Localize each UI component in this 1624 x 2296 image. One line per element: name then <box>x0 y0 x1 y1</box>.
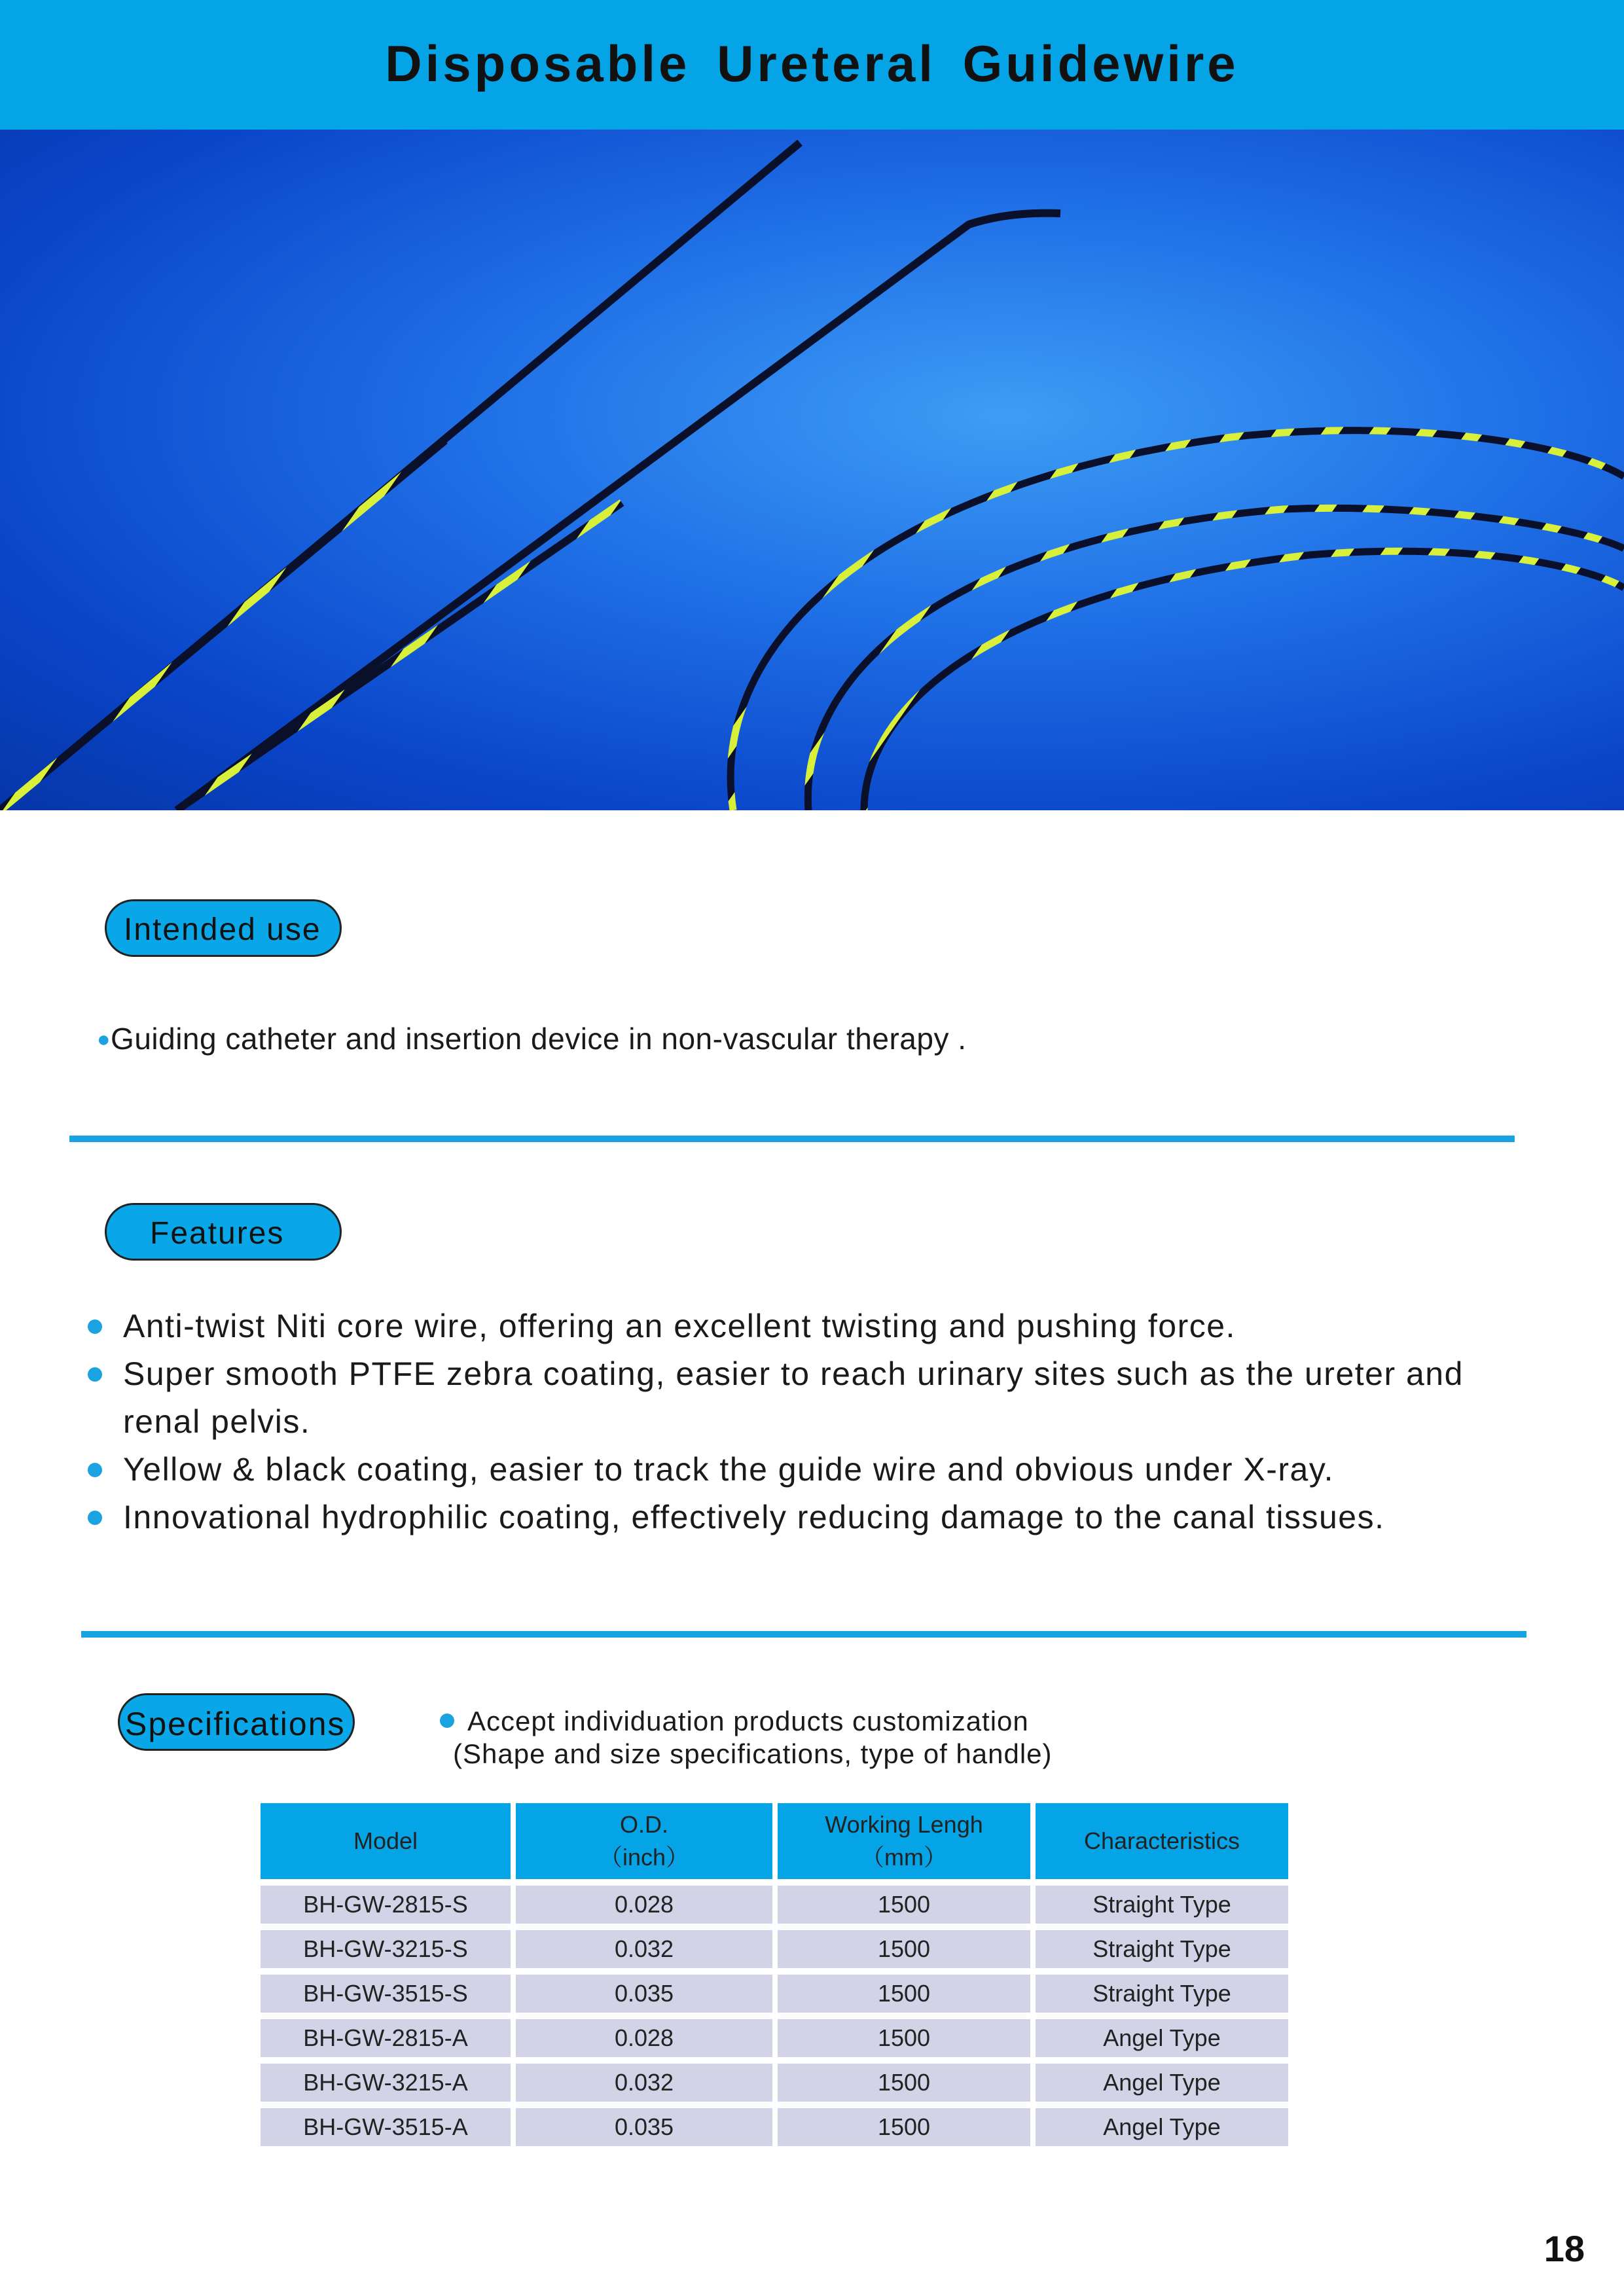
cell-working-length: 1500 <box>778 2019 1030 2057</box>
features-list <box>85 1302 1525 1541</box>
cell-characteristics: Straight Type <box>1036 1975 1288 2013</box>
column-header-text: Working Lengh <box>825 1811 983 1838</box>
cell-od: 0.032 <box>516 1930 772 1968</box>
column-header-text: Characteristics <box>1083 1827 1240 1854</box>
coil-loop-inner <box>864 551 1624 810</box>
feature-item: Yellow & black coating, easier to track the guide wire and obvious under X-ray. <box>85 1446 1525 1494</box>
feature-item: Anti-twist Niti core wire, offering an excellent twisting and pushing force. <box>85 1302 1525 1350</box>
cell-model: BH-GW-3215-A <box>261 2064 511 2102</box>
cell-model: BH-GW-3515-S <box>261 1975 511 2013</box>
spec-note <box>440 1705 1053 1770</box>
cell-characteristics: Angel Type <box>1036 2019 1288 2057</box>
column-header-text: O.D. <box>619 1811 668 1838</box>
spec-note-line1 <box>440 1705 1053 1738</box>
column-header-unit: （mm） <box>861 1844 947 1871</box>
cell-od: 0.028 <box>516 1886 772 1924</box>
cell-od: 0.035 <box>516 1975 772 2013</box>
intended-use-label: Intended use <box>105 899 342 957</box>
table-row <box>261 2108 1288 2146</box>
spec-table <box>255 1797 1293 2153</box>
straight-wire-left-zebra <box>0 440 445 810</box>
cell-od: 0.032 <box>516 2064 772 2102</box>
cell-working-length: 1500 <box>778 1930 1030 1968</box>
angled-wire-zebra <box>177 503 622 810</box>
cell-working-length: 1500 <box>778 2108 1030 2146</box>
header-bar <box>0 0 1624 130</box>
features-label: Features <box>105 1203 342 1261</box>
bullet-icon <box>440 1713 454 1728</box>
bullet-icon: ● <box>97 1027 111 1052</box>
cell-characteristics: Straight Type <box>1036 1886 1288 1924</box>
cell-characteristics: Angel Type <box>1036 2108 1288 2146</box>
cell-model: BH-GW-2815-S <box>261 1886 511 1924</box>
table-row <box>261 1930 1288 1968</box>
intended-use-sentence: Guiding catheter and insertion device in non-vascular therapy . <box>111 1022 967 1056</box>
column-header-model <box>261 1803 511 1879</box>
cell-characteristics: Straight Type <box>1036 1930 1288 1968</box>
column-header-od <box>516 1803 772 1879</box>
cell-model: BH-GW-3515-A <box>261 2108 511 2146</box>
guidewire-photo <box>0 130 1624 810</box>
cell-od: 0.028 <box>516 2019 772 2057</box>
page-number: 18 <box>1543 2228 1585 2269</box>
table-header-row <box>261 1803 1288 1879</box>
spec-note-text: Accept individuation products customization <box>467 1706 1029 1736</box>
page-title: Disposable Ureteral Guidewire <box>385 35 1239 92</box>
intended-use-text <box>97 1021 967 1056</box>
guidewire-illustration <box>0 130 1624 810</box>
column-header-working-length <box>778 1803 1030 1879</box>
feature-item: Innovational hydrophilic coating, effectively reducing damage to the canal tissues. <box>85 1494 1525 1541</box>
cell-model: BH-GW-2815-A <box>261 2019 511 2057</box>
coil-loop-outer <box>731 431 1624 810</box>
section-divider <box>81 1631 1526 1638</box>
cell-characteristics: Angel Type <box>1036 2064 1288 2102</box>
cell-model: BH-GW-3215-S <box>261 1930 511 1968</box>
cell-working-length: 1500 <box>778 2064 1030 2102</box>
column-header-text: Model <box>353 1827 418 1854</box>
column-header-characteristics <box>1036 1803 1288 1879</box>
cell-working-length: 1500 <box>778 1975 1030 2013</box>
specifications-label: Specifications <box>118 1693 355 1751</box>
table-row <box>261 1886 1288 1924</box>
feature-item: Super smooth PTFE zebra coating, easier to reach urinary sites such as the ureter and renal pelvis. <box>85 1350 1537 1446</box>
column-header-unit: （inch） <box>598 1844 690 1871</box>
cell-od: 0.035 <box>516 2108 772 2146</box>
table-row <box>261 2064 1288 2102</box>
cell-working-length: 1500 <box>778 1886 1030 1924</box>
section-divider <box>69 1136 1515 1142</box>
table-row <box>261 2019 1288 2057</box>
table-row <box>261 1975 1288 2013</box>
spec-note-line2: (Shape and size specifications, type of handle) <box>453 1738 1053 1769</box>
